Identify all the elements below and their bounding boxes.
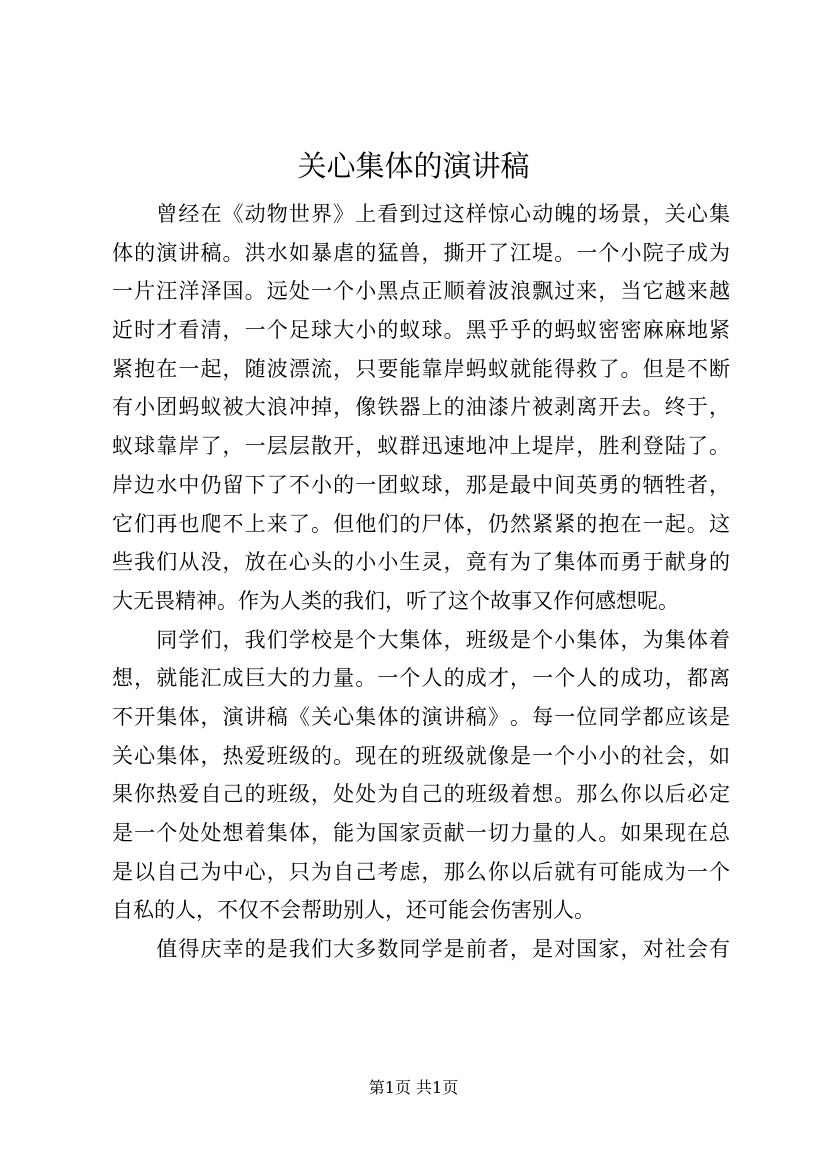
- text-line: 曾 经 在 《 动 物 世 界 》 上 看 到 过 这 样 惊 心 动 魄 的 场 景 ， 关 心 集: [156, 202, 730, 226]
- text-line: 一 片 汪 洋 泽 国 。 远 处 一 个 小 黑 点 正 顺 着 波 浪 飘 过 来 ， 当 它 越 来 越: [112, 279, 730, 304]
- text-line: 同 学 们 ， 我 们 学 校 是 个 大 集 体 ， 班 级 是 个 小 集 体 ， 为 集 体 着: [156, 627, 730, 652]
- text-line: 近 时 才 看 清 ， 一 个 足 球 大 小 的 蚁 球 。 黑 乎 乎 的 蚂 蚁 密 密 麻 麻 地 紧: [112, 318, 730, 343]
- text-line: 大无畏精神。作为人类的我们，听了这个故事又作何感想呢。: [112, 588, 679, 613]
- page-footer: 第1页 共1页: [368, 1078, 459, 1097]
- text-line: 自私的人，不仅不会帮助别人，还可能会伤害别人。: [112, 898, 595, 923]
- text-line: 它 们 再 也 爬 不 上 来 了 。 但 他 们 的 尸 体 ， 仍 然 紧 紧 的 抱 在 一 起 。 这: [112, 511, 730, 536]
- text-line: 有 小 团 蚂 蚁 被 大 浪 冲 掉 ， 像 铁 器 上 的 油 漆 片 被 剥 离 开 去 。 终 于 ，: [112, 395, 730, 420]
- text-line: 体 的 演 讲 稿 。 洪 水 如 暴 虐 的 猛 兽 ， 撕 开 了 江 堤 。 一 个 小 院 子 成 为: [112, 240, 730, 265]
- document-title: 关心集体的演讲稿: [297, 149, 530, 183]
- text-line: 紧 抱 在 一 起 ， 随 波 漂 流 ， 只 要 能 靠 岸 蚂 蚁 就 能 得 救 了 。 但 是 不 断: [112, 356, 730, 381]
- text-line: 关 心 集 体 ， 热 爱 班 级 的 。 现 在 的 班 级 就 像 是 一 个 小 小 的 社 会 ， 如: [112, 743, 730, 768]
- text-line: 是 以 自 己 为 中 心 ， 只 为 自 己 考 虑 ， 那 么 你 以 后 就 有 可 能 成 为 一 个: [112, 859, 730, 884]
- text-line: 不 开 集 体 ， 演 讲 稿 《 关 心 集 体 的 演 讲 稿 》 。 每 一 位 同 学 都 应 该 是: [112, 704, 730, 729]
- document-body: [112, 195, 730, 969]
- text-line: 岸 边 水 中 仍 留 下 了 不 小 的 一 团 蚁 球 ， 那 是 最 中 间 英 勇 的 牺 牲 者 ，: [112, 472, 730, 497]
- text-line: 果 你 热 爱 自 己 的 班 级 ， 处 处 为 自 己 的 班 级 着 想 。 那 么 你 以 后 必 定: [112, 782, 730, 807]
- text-line: 值 得 庆 幸 的 是 我 们 大 多 数 同 学 是 前 者 ， 是 对 国 家 ， 对 社 会 有: [156, 937, 730, 962]
- text-line: 蚁 球 靠 岸 了 ， 一 层 层 散 开 ， 蚁 群 迅 速 地 冲 上 堤 岸 ， 胜 利 登 陆 了 。: [112, 434, 730, 459]
- text-line: 是 一 个 处 处 想 着 集 体 ， 能 为 国 家 贡 献 一 切 力 量 的 人 。 如 果 现 在 总: [112, 821, 730, 845]
- text-line: 些 我 们 从 没 ， 放 在 心 头 的 小 小 生 灵 ， 竟 有 为 了 集 体 而 勇 于 献 身 的: [112, 550, 730, 575]
- text-line: 想 ， 就 能 汇 成 巨 大 的 力 量 。 一 个 人 的 成 才 ， 一 个 人 的 成 功 ， 都 离: [112, 666, 730, 691]
